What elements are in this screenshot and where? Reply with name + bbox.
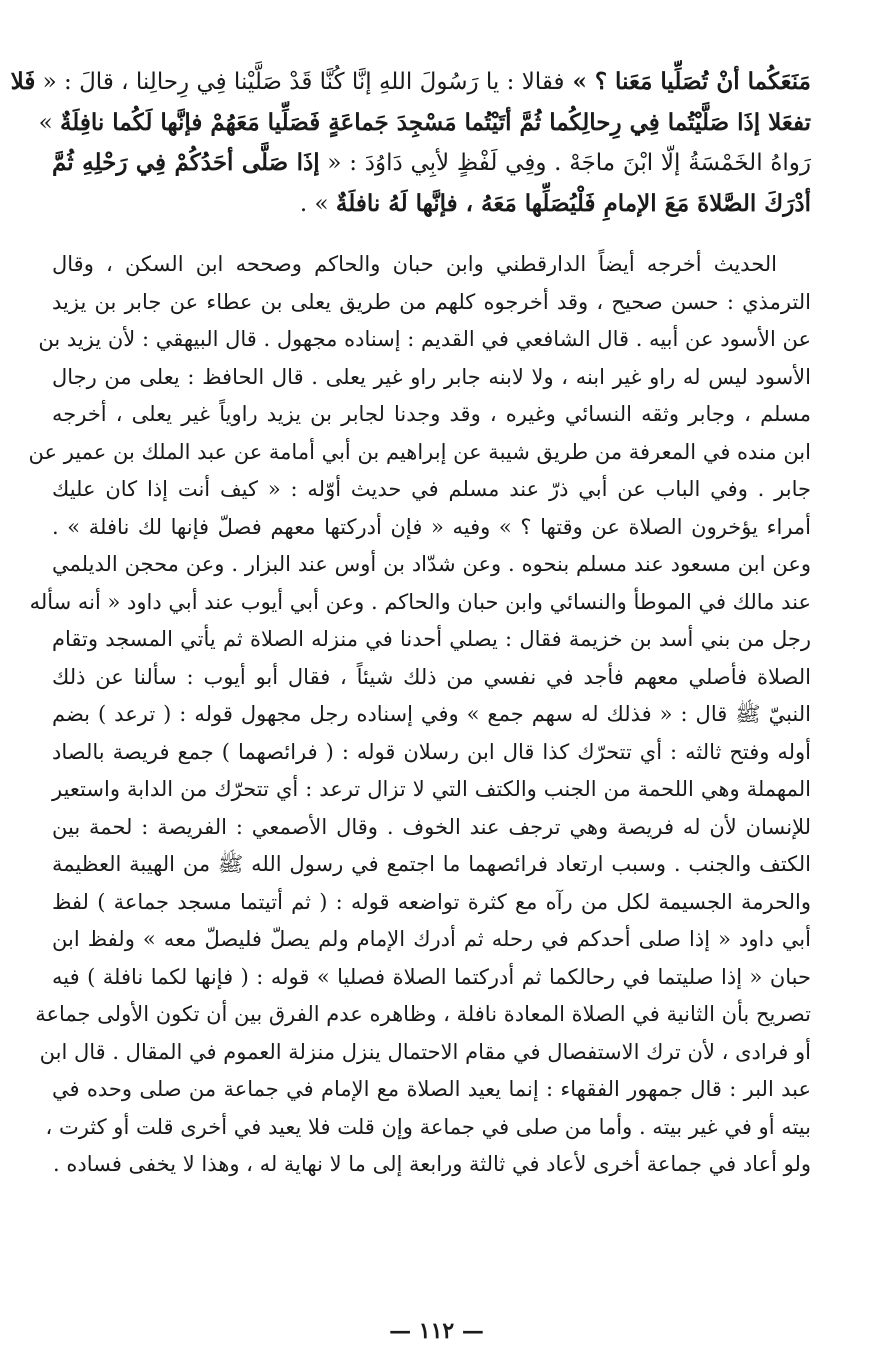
hadith-segment: » . xyxy=(299,190,336,217)
commentary-line: النبيّ ﷺ قال : « فذلك له سهم جمع » وفي إسناده رجل مجهول قوله : ( ترعد ) بضم xyxy=(52,702,811,726)
hadith-bold-segment: مَنَعَكُما أنْ تُصَلِّيا مَعَنا ؟ » xyxy=(564,68,811,95)
commentary-line: الترمذي : حسن صحيح ، وقد أخرجوه كلهم من طريق يعلى بن عطاء عن جابر بن يزيد xyxy=(52,289,811,314)
commentary-line: مسلم ، وجابر وثقه النسائي وغيره ، وقد وجدنا لجابر بن يزيد راوياً غير يعلى ، أخرجه xyxy=(52,402,811,426)
commentary-line: الكتف والجنب . وسبب ارتعاد فرائصهما ما اجتمع في رسول الله ﷺ من الهيبة العظيمة xyxy=(52,852,811,876)
hadith-segment: رَواهُ الخَمْسَةُ إلّا ابْنَ ماجَهْ . وفِي لَفْظٍ لأبِي دَاوُدَ : « xyxy=(319,150,811,176)
commentary-text-block xyxy=(28,246,811,1184)
commentary-line: الحديث أخرجه أيضاً الدارقطني وابن حبان والحاكم وصححه ابن السكن ، وقال xyxy=(52,252,777,276)
commentary-line: عبد البر : قال جمهور الفقهاء : إنما يعيد الصلاة مع الإمام في جماعة من صلى وحده في xyxy=(52,1077,811,1101)
page-number: — ١١٢ — xyxy=(389,1318,484,1344)
commentary-line: للإنسان لأن له فريصة وهي ترجف عند الخوف . وقال الأصمعي : الفريصة : لحمة بين xyxy=(52,814,811,839)
hadith-bold-segment: أدْرَكَ الصَّلاةَ مَعَ الإمامِ فَلْيُصَلِّها مَعَهُ ، فإنَّها لَهُ نافلَةٌ xyxy=(335,189,811,217)
commentary-line: رجل من بني أسد بن خزيمة فقال : يصلي أحدنا في منزله الصلاة ثم يأتي المسجد وتقام xyxy=(52,627,811,651)
commentary-line: أبي داود « إذا صلى أحدكم في رحله ثم أدرك الإمام ولم يصلّ فليصلّ معه » ولفظ ابن xyxy=(52,927,811,951)
hadith-bold-segment: تفعَلا إذَا صَلَّيْتُما فِي رِحالِكُما ثُمَّ أتَيْتُما مَسْجِدَ جَماعَةٍ فَصَلِّيا مَعَهُمْ فإنَّها لَكُما نافِلَةٌ xyxy=(59,108,811,136)
hadith-line xyxy=(52,184,811,225)
commentary-line: المهملة وهي اللحمة من الجنب والكتف التي لا تزال ترعد : أي تتحرّك من الدابة واستعير xyxy=(52,777,811,801)
commentary-line: ابن منده في المعرفة من طريق شيبة عن إبراهيم بن أبي أمامة عن عبد الملك بن عمير عن xyxy=(28,439,811,464)
hadith-line xyxy=(10,62,811,103)
commentary-line: الأسود ليس له راو غير ابنه ، ولا لابنه جابر راو غير يعلى . قال الحافظ : يعلى من رجال xyxy=(52,364,811,389)
hadith-text-block xyxy=(10,62,811,224)
hadith-segment: » xyxy=(38,109,60,136)
hadith-bold-segment: فَلا xyxy=(10,68,36,95)
commentary-line: أو فرادى ، لأن ترك الاستفصال في مقام الاحتمال ينزل منزلة العموم في المقال . قال ابن xyxy=(39,1039,811,1064)
commentary-line: بيته أو في غير بيته . وأما من صلى في جماعة وإن قلت فلا يعيد في أخرى قلت أو كثرت ، xyxy=(45,1114,811,1139)
commentary-line: تصريح بأن الثانية في الصلاة المعادة نافلة ، وظاهره عدم الفرق بين أن تكون الأولى جماعة xyxy=(35,1002,811,1026)
commentary-line: وعن ابن مسعود عند مسلم بنحوه . وعن شدّاد بن أوس عند البزار . وعن محجن الديلمي xyxy=(52,552,811,576)
commentary-line: الصلاة فأصلي معهم فأجد في نفسي من ذلك شيئاً ، فقال أبو أيوب : سألنا عن ذلك xyxy=(52,664,811,689)
commentary-line: والحرمة الجسيمة لكل من رآه مع كثرة تواضعه قوله : ( ثم أتيتما مسجد جماعة ) لفظ xyxy=(52,889,811,914)
commentary-line: أوله وفتح ثالثه : أي تتحرّك كذا قال ابن رسلان قوله : ( فرائصهما ) جمع فريصة بالصاد xyxy=(52,739,811,764)
commentary-line: أمراء يؤخرون الصلاة عن وقتها ؟ » وفيه « فإن أدركتها معهم فصلّ فإنها لك نافلة » . xyxy=(52,514,811,539)
hadith-bold-segment: إذَا صَلَّى أحَدُكُمْ فِي رَحْلِهِ ثُمَّ xyxy=(52,149,320,176)
commentary-line: جابر . وفي الباب عن أبي ذرّ عند مسلم في حديث أوّله : « كيف أنت إذا كان عليك xyxy=(52,477,811,501)
hadith-line xyxy=(52,143,811,184)
commentary-line: ولو أعاد في جماعة أخرى لأعاد في ثالثة ورابعة إلى ما لا نهاية له ، وهذا لا يخفى فساده . xyxy=(52,1152,811,1176)
hadith-segment: فقالا : يا رَسُولَ اللهِ إنَّا كُنَّا قَدْ صَلَّيْنا فِي رِحالِنا ، قالَ : « xyxy=(35,69,565,95)
commentary-line: عند مالك في الموطأ والنسائي وابن حبان والحاكم . وعن أبي أيوب عند أبي داود « أنه سأله xyxy=(29,589,811,614)
hadith-line xyxy=(38,103,811,144)
commentary-line: حبان « إذا صليتما في رحالكما ثم أدركتما الصلاة فصليا » قوله : ( فإنها لكما نافلة ) فيه xyxy=(52,964,811,989)
commentary-line: عن الأسود عن أبيه . قال الشافعي في القديم : إسناده مجهول . قال البيهقي : لأن يزيد بن xyxy=(38,327,811,351)
